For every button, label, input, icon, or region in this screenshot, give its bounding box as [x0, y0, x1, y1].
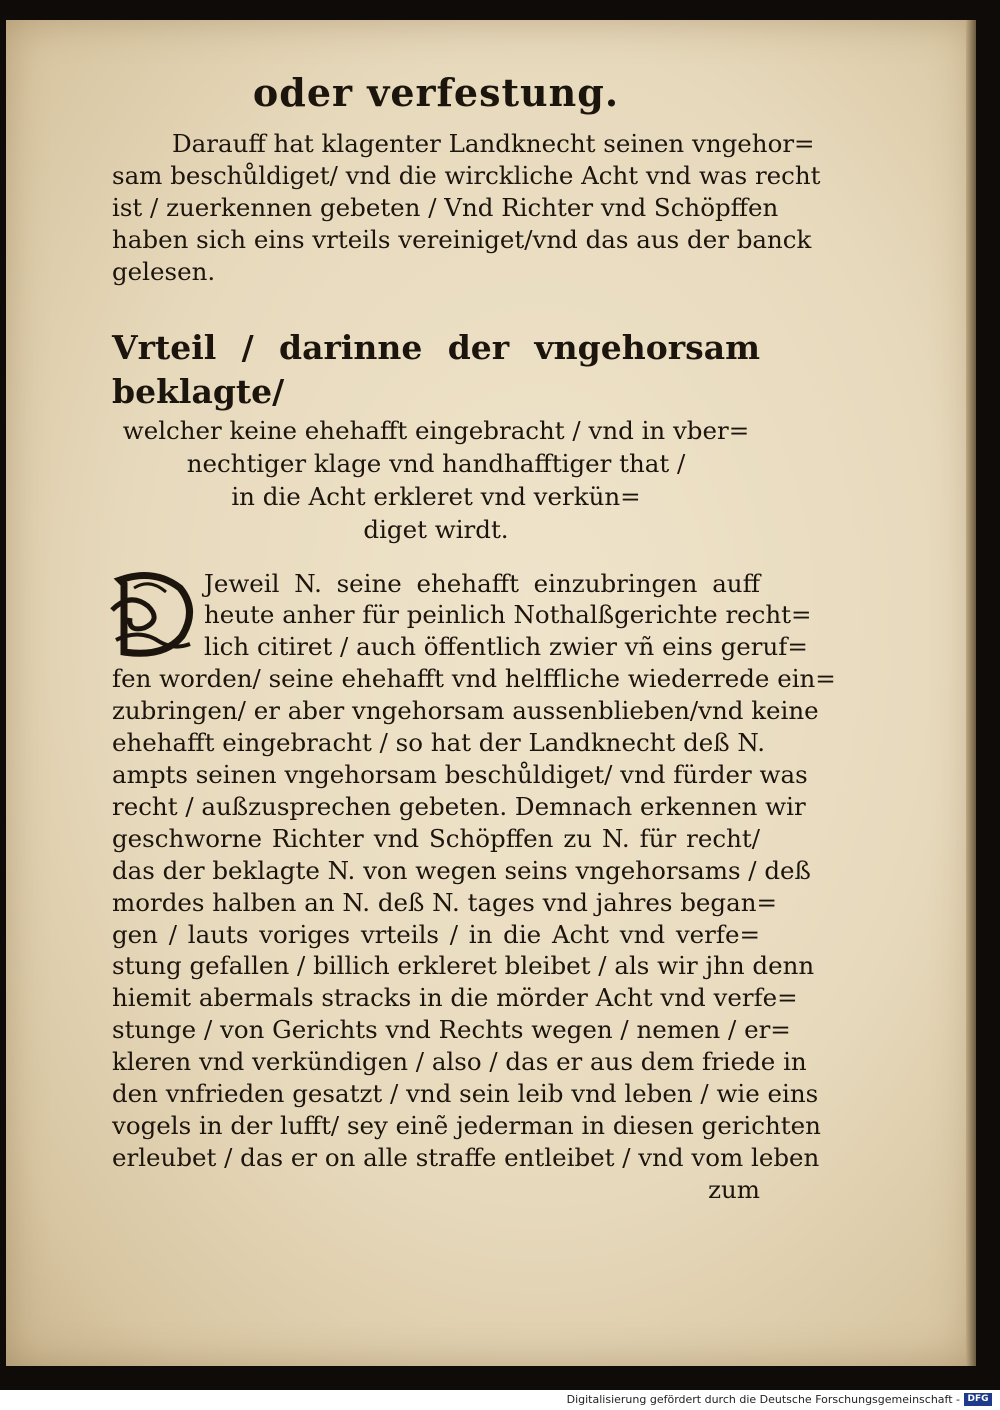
body-line: das der beklagte N. von wegen seins vngehorsams / deß [112, 855, 811, 885]
body-line: recht / außzusprechen gebeten. Demnach erkennen wir [112, 791, 806, 821]
body-line: erleubet / das er on alle straffe entleibet / vnd vom leben [112, 1142, 820, 1172]
body-line: gen / lauts voriges vrteils / in die Acht vnd verfe= [112, 919, 760, 949]
intro-line: haben sich eins vrteils vereiniget/vnd das aus der banck [112, 224, 812, 254]
body-line: Jeweil N. seine ehehafft einzubringen auff [204, 568, 760, 598]
body-line: ampts seinen vngehorsam beschůldiget/ vnd fürder was [112, 759, 808, 789]
footer-bar [0, 1390, 1000, 1410]
title-line: welcher keine ehehafft eingebracht / vnd in vber= [122, 415, 750, 445]
body-line: geschworne Richter vnd Schöpffen zu N. für recht/ [112, 823, 760, 853]
page-text [112, 64, 836, 1206]
title-line: in die Acht erkleret vnd verkün= [231, 481, 641, 511]
body-line: den vnfrieden gesatzt / vnd sein leib vnd leben / wie eins [112, 1079, 819, 1109]
intro-paragraph [112, 128, 821, 288]
judgment-text [112, 568, 836, 1206]
catchword: zum [708, 1174, 760, 1204]
initial-letter: D [153, 631, 155, 633]
title-line: diget wirdt. [363, 514, 509, 544]
intro-line: Darauff hat klagenter Landknecht seinen vngehor= [172, 129, 815, 158]
page-edge [966, 20, 976, 1366]
body-line: fen worden/ seine ehehafft vnd helffliche wiederrede ein= [112, 664, 836, 694]
title-line: nechtiger klage vnd handhafftiger that / [186, 448, 686, 478]
body-line: ehehafft eingebracht / so hat der Landknecht deß N. [112, 728, 766, 758]
body-line: kleren vnd verkündigen / also / das er aus dem friede in [112, 1047, 807, 1077]
body-line: heute anher für peinlich Nothalßgerichte recht= [204, 600, 812, 630]
intro-line: sam beschůldiget/ vnd die wirckliche Acht vnd was recht [112, 160, 821, 190]
title-line: Vrteil / darinne der vngehorsam beklagte/ [112, 327, 760, 411]
body-line: stung gefallen / billich erkleret bleibet / als wir jhn denn [112, 951, 815, 981]
dfg-logo: DFG [964, 1393, 992, 1406]
body-line: hiemit abermals stracks in die mörder Acht vnd verfe= [112, 983, 798, 1013]
body-line: mordes halben an N. deß N. tages vnd jahres began= [112, 887, 778, 917]
body-line: lich citiret / auch öffentlich zwier vñ eins geruf= [204, 632, 808, 662]
running-heading: oder verfestung. [252, 70, 620, 115]
funding-notice: Digitalisierung gefördert durch die Deutsche Forschungsgemeinschaft - [566, 1393, 960, 1406]
body-line: stunge / von Gerichts vnd Rechts wegen / nemen / er= [112, 1015, 791, 1045]
body-line: zubringen/ er aber vngehorsam aussenblieben/vnd keine [112, 696, 819, 726]
section-title [112, 326, 760, 546]
decorated-initial [110, 570, 196, 660]
body-line: vogels in der lufft/ sey einẽ jederman in diesen gerichten [112, 1110, 821, 1140]
intro-line: ist / zuerkennen gebeten / Vnd Richter vnd Schöpffen [112, 192, 779, 222]
intro-line: gelesen. [112, 256, 216, 286]
